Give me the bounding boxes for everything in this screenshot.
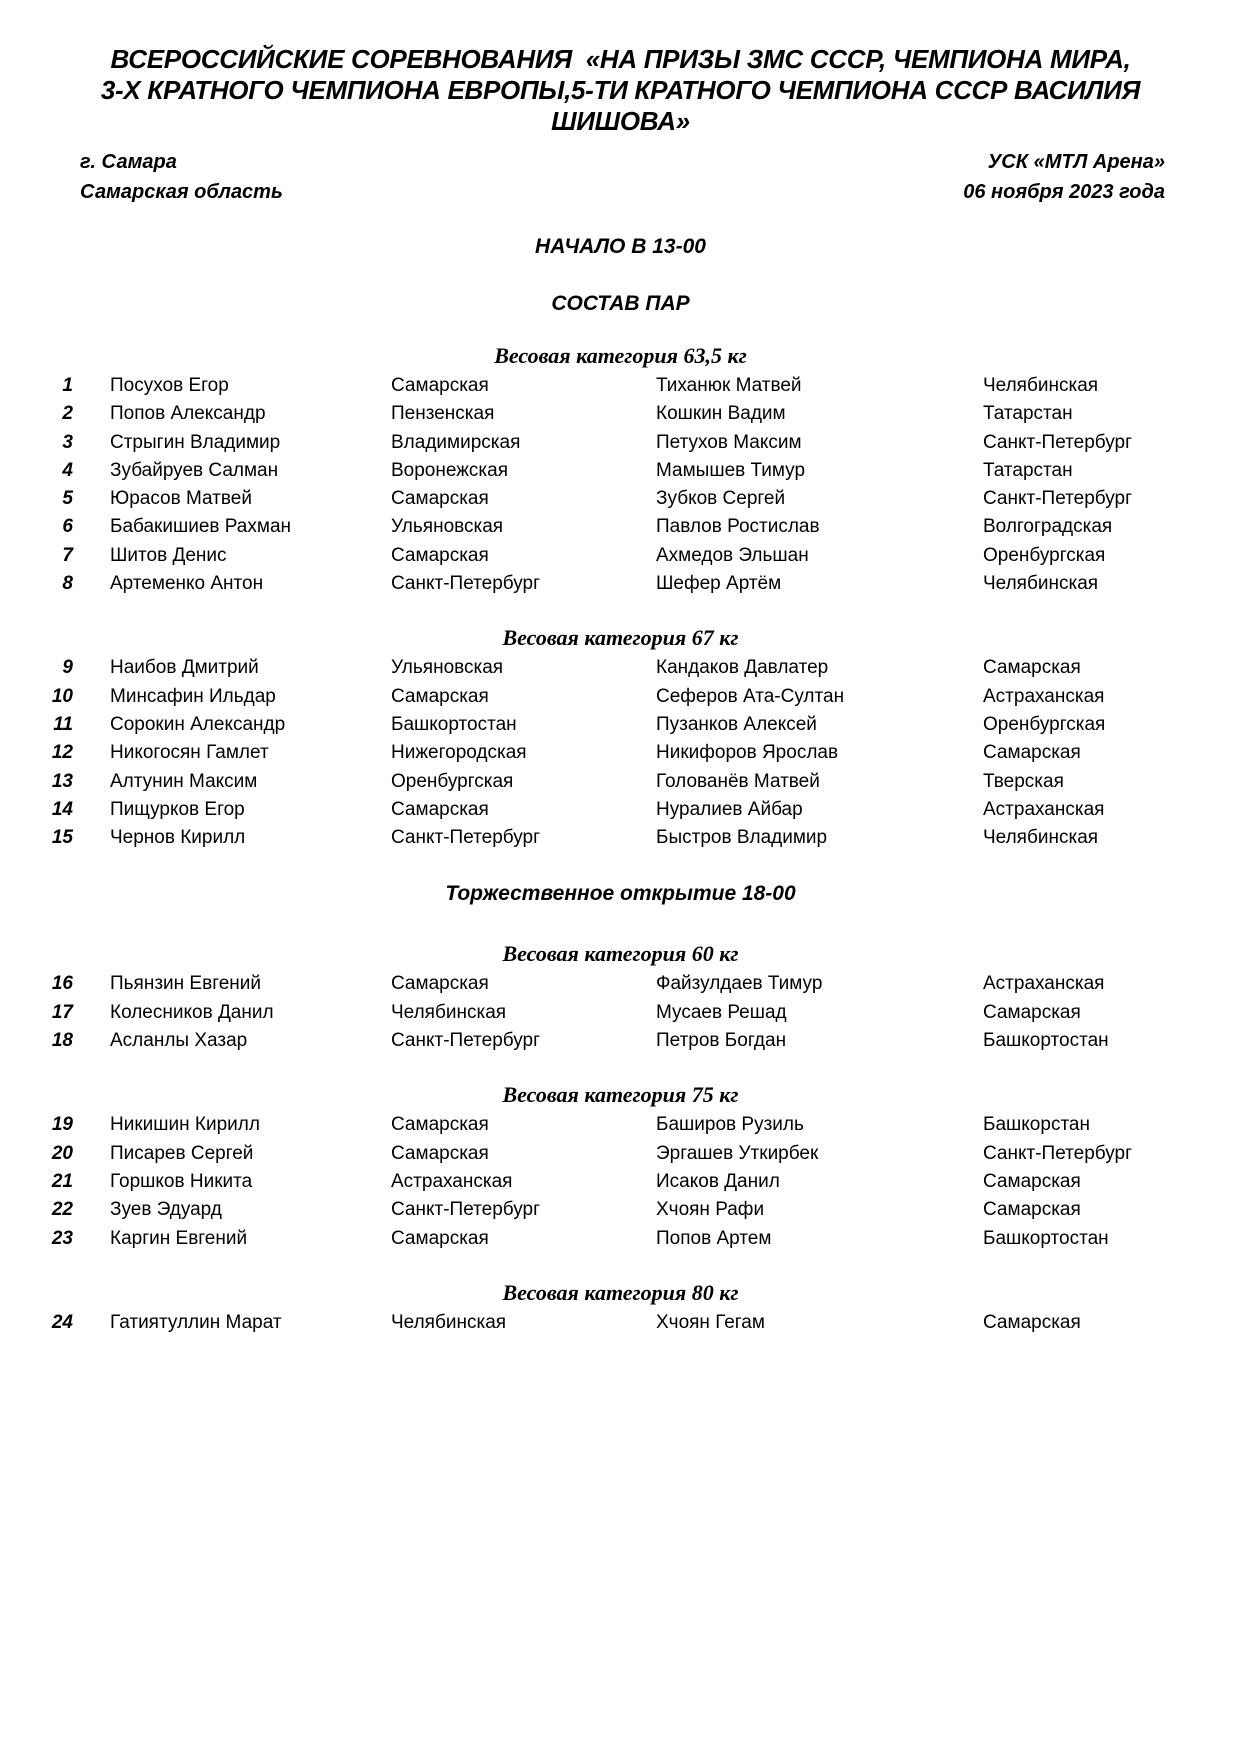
- blue-corner-region: Челябинская: [983, 827, 1099, 849]
- weight-category-heading: Весовая категория 80 кг: [502, 1279, 739, 1305]
- red-corner-region: Ульяновская: [391, 516, 504, 538]
- red-corner-region: Нижегородская: [391, 742, 527, 764]
- bout-number: 21: [51, 1170, 73, 1192]
- event-city: г. Самара: [80, 151, 177, 173]
- bout-number: 11: [53, 713, 73, 735]
- blue-corner-name: Павлов Ростислав: [656, 516, 820, 538]
- weight-category-heading: Весовая категория 75 кг: [502, 1082, 739, 1108]
- red-corner-region: Пензенская: [391, 403, 495, 425]
- blue-corner-region: Астраханская: [983, 685, 1105, 707]
- event-location: [80, 147, 283, 207]
- bout-rows: [0, 1309, 1241, 1337]
- bout-rows: [0, 372, 1241, 598]
- event-meta: [0, 147, 1241, 207]
- blue-corner-name: Нуралиев Айбар: [656, 798, 803, 820]
- bout-number: 12: [51, 742, 73, 764]
- blue-corner-name: Хчоян Рафи: [656, 1199, 765, 1221]
- red-corner-region: Санкт-Петербург: [391, 573, 541, 595]
- red-corner-region: Астраханская: [391, 1170, 513, 1192]
- blue-corner-region: Санкт-Петербург: [983, 488, 1133, 510]
- bout-number: 4: [62, 459, 73, 481]
- bout-number: 18: [51, 1030, 73, 1052]
- bout-row: [0, 1168, 1241, 1196]
- blue-corner-name: Файзулдаев Тимур: [656, 973, 823, 995]
- red-corner-name: Юрасов Матвей: [110, 488, 252, 510]
- bout-number: 7: [62, 544, 73, 566]
- blue-corner-region: Башкортостан: [983, 1227, 1109, 1249]
- bout-number: 3: [62, 431, 73, 453]
- bout-number: 16: [51, 973, 73, 995]
- blue-corner-name: Голованёв Матвей: [656, 770, 820, 792]
- bout-number: 8: [62, 573, 73, 595]
- bout-row: [0, 1309, 1241, 1337]
- bout-number: 23: [51, 1227, 73, 1249]
- red-corner-name: Каргин Евгений: [110, 1227, 248, 1249]
- event-region: Самарская область: [80, 181, 283, 203]
- bout-number: 9: [62, 657, 73, 679]
- bout-row: [0, 457, 1241, 485]
- red-corner-region: Санкт-Петербург: [391, 1030, 541, 1052]
- red-corner-region: Санкт-Петербург: [391, 827, 541, 849]
- blue-corner-name: Быстров Владимир: [656, 827, 828, 849]
- blue-corner-name: Пузанков Алексей: [656, 713, 817, 735]
- blue-corner-name: Эргашев Уткирбек: [656, 1142, 819, 1164]
- red-corner-name: Артеменко Антон: [110, 573, 264, 595]
- bout-number: 24: [51, 1311, 73, 1333]
- red-corner-region: Воронежская: [391, 459, 509, 481]
- blue-corner-region: Санкт-Петербург: [983, 1142, 1133, 1164]
- bout-row: [0, 796, 1241, 824]
- red-corner-name: Зубайруев Салман: [110, 459, 279, 481]
- red-corner-name: Наибов Дмитрий: [110, 657, 259, 679]
- red-corner-name: Попов Александр: [110, 403, 266, 425]
- blue-corner-region: Татарстан: [983, 459, 1073, 481]
- blue-corner-region: Астраханская: [983, 973, 1105, 995]
- blue-corner-region: Тверская: [983, 770, 1064, 792]
- red-corner-name: Писарев Сергей: [110, 1142, 254, 1164]
- weight-category-heading: Весовая категория 63,5 кг: [494, 343, 747, 368]
- red-corner-name: Никогосян Гамлет: [110, 742, 269, 764]
- event-date: 06 ноября 2023 года: [963, 181, 1165, 203]
- red-corner-name: Пищурков Егор: [110, 798, 245, 820]
- red-corner-name: Гатиятуллин Марат: [110, 1311, 282, 1333]
- red-corner-region: Самарская: [391, 685, 489, 707]
- blue-corner-region: Башкортостан: [983, 1030, 1109, 1052]
- bout-row: [0, 570, 1241, 598]
- blue-corner-name: Тиханюк Матвей: [656, 375, 802, 396]
- red-corner-region: Самарская: [391, 544, 489, 566]
- blue-corner-region: Оренбургская: [983, 544, 1106, 566]
- blue-corner-region: Самарская: [983, 1170, 1081, 1192]
- event-venue: УСК «МТЛ Арена»: [987, 151, 1165, 173]
- blue-corner-region: Башкорстан: [983, 1114, 1090, 1136]
- blue-corner-name: Никифоров Ярослав: [656, 742, 839, 764]
- bout-row: [0, 1027, 1241, 1055]
- blue-corner-region: Санкт-Петербург: [983, 431, 1133, 453]
- bout-number: 13: [51, 770, 73, 792]
- red-corner-region: Владимирская: [391, 431, 521, 453]
- bout-row: [0, 824, 1241, 852]
- bout-rows: [0, 1111, 1241, 1252]
- weight-category-heading: Весовая категория 60 кг: [502, 941, 739, 967]
- opening-ceremony-heading: Торжественное открытие 18-00: [445, 882, 796, 906]
- red-corner-name: Алтунин Максим: [110, 770, 258, 792]
- blue-corner-name: Баширов Рузиль: [656, 1114, 804, 1136]
- red-corner-name: Горшков Никита: [110, 1170, 253, 1192]
- red-corner-name: Зуев Эдуард: [110, 1199, 222, 1221]
- blue-corner-name: Мамышев Тимур: [656, 459, 806, 481]
- blue-corner-name: Шефер Артём: [656, 573, 782, 595]
- red-corner-region: Самарская: [391, 375, 489, 396]
- red-corner-region: Оренбургская: [391, 770, 514, 792]
- red-corner-name: Чернов Кирилл: [110, 827, 246, 849]
- red-corner-region: Самарская: [391, 798, 489, 820]
- red-corner-region: Самарская: [391, 1142, 489, 1164]
- blue-corner-name: Хчоян Гегам: [656, 1311, 765, 1333]
- bout-row: [0, 711, 1241, 739]
- bout-row: [0, 485, 1241, 513]
- start-time-heading: НАЧАЛО В 13-00: [535, 235, 706, 258]
- red-corner-region: Самарская: [391, 973, 489, 995]
- red-corner-region: Санкт-Петербург: [391, 1199, 541, 1221]
- bout-number: 10: [51, 685, 73, 707]
- blue-corner-region: Самарская: [983, 1311, 1081, 1333]
- blue-corner-region: Самарская: [983, 742, 1081, 764]
- bout-row: [0, 683, 1241, 711]
- red-corner-region: Челябинская: [391, 1001, 507, 1023]
- blue-corner-name: Попов Артем: [656, 1227, 772, 1249]
- bout-row: [0, 429, 1241, 457]
- bout-row: [0, 739, 1241, 767]
- bout-row: [0, 999, 1241, 1027]
- bout-number: 14: [51, 798, 73, 820]
- competition-title-line-2: 3-Х КРАТНОГО ЧЕМПИОНА ЕВРОПЫ,5-ТИ КРАТНОГО ЧЕМПИОНА СССР ВАСИЛИЯ: [100, 75, 1141, 105]
- blue-corner-region: Астраханская: [983, 798, 1105, 820]
- bout-number: 22: [51, 1199, 73, 1221]
- blue-corner-name: Ахмедов Эльшан: [656, 544, 809, 566]
- red-corner-region: Ульяновская: [391, 657, 504, 679]
- red-corner-region: Челябинская: [391, 1311, 507, 1333]
- bout-row: [0, 1111, 1241, 1139]
- bout-row: [0, 400, 1241, 428]
- red-corner-region: Самарская: [391, 1114, 489, 1136]
- blue-corner-region: Челябинская: [983, 375, 1099, 396]
- blue-corner-region: Татарстан: [983, 403, 1073, 425]
- red-corner-name: Минсафин Ильдар: [110, 685, 276, 707]
- blue-corner-name: Мусаев Решад: [656, 1001, 787, 1023]
- bout-row: [0, 970, 1241, 998]
- red-corner-name: Колесников Данил: [110, 1001, 274, 1023]
- competition-title: [0, 0, 1241, 137]
- bout-number: 2: [62, 403, 73, 425]
- bout-row: [0, 513, 1241, 541]
- blue-corner-region: Самарская: [983, 1199, 1081, 1221]
- blue-corner-region: Самарская: [983, 657, 1081, 679]
- bout-row: [0, 1140, 1241, 1168]
- blue-corner-region: Самарская: [983, 1001, 1081, 1023]
- red-corner-name: Пьянзин Евгений: [110, 973, 261, 995]
- red-corner-region: Башкортостан: [391, 713, 517, 735]
- blue-corner-name: Сеферов Ата-Султан: [656, 685, 845, 707]
- bout-number: 6: [62, 516, 73, 538]
- bout-number: 15: [51, 827, 73, 849]
- red-corner-region: Самарская: [391, 1227, 489, 1249]
- bout-number: 1: [62, 375, 73, 396]
- blue-corner-name: Петров Богдан: [656, 1030, 787, 1052]
- bout-row: [0, 768, 1241, 796]
- competition-title-line-3: ШИШОВА»: [551, 106, 690, 136]
- blue-corner-region: Челябинская: [983, 573, 1099, 595]
- event-venue-date: [963, 147, 1165, 207]
- weight-category-heading: Весовая категория 67 кг: [502, 625, 739, 651]
- red-corner-name: Асланлы Хазар: [110, 1030, 248, 1052]
- bout-number: 20: [51, 1142, 73, 1164]
- pairs-list-title: СОСТАВ ПАР: [551, 292, 690, 315]
- bout-rows: [0, 654, 1241, 852]
- blue-corner-name: Кандаков Давлатер: [656, 657, 829, 679]
- competition-title-line-1: ВСЕРОССИЙСКИЕ СОРЕВНОВАНИЯ «НА ПРИЗЫ ЗМС СССР, ЧЕМПИОНА МИРА,: [110, 44, 1131, 74]
- red-corner-name: Бабакишиев Рахман: [110, 516, 292, 538]
- red-corner-name: Сорокин Александр: [110, 713, 286, 735]
- blue-corner-region: Волгоградская: [983, 516, 1113, 538]
- bout-row: [0, 1196, 1241, 1224]
- bout-row: [0, 654, 1241, 682]
- red-corner-name: Шитов Денис: [110, 544, 227, 566]
- bout-rows: [0, 970, 1241, 1055]
- blue-corner-name: Кошкин Вадим: [656, 403, 786, 425]
- blue-corner-name: Исаков Данил: [656, 1170, 780, 1192]
- red-corner-name: Посухов Егор: [110, 375, 229, 396]
- blue-corner-name: Петухов Максим: [656, 431, 802, 453]
- blue-corner-name: Зубков Сергей: [656, 488, 786, 510]
- bout-number: 5: [62, 488, 73, 510]
- pairs-list: [0, 344, 1241, 1337]
- bout-row: [0, 542, 1241, 570]
- bout-number: 19: [51, 1114, 73, 1136]
- red-corner-region: Самарская: [391, 488, 489, 510]
- bout-number: 17: [51, 1001, 73, 1023]
- bout-row: [0, 1225, 1241, 1253]
- blue-corner-region: Оренбургская: [983, 713, 1106, 735]
- red-corner-name: Стрыгин Владимир: [110, 431, 281, 453]
- bout-row: [0, 372, 1241, 400]
- red-corner-name: Никишин Кирилл: [110, 1114, 260, 1136]
